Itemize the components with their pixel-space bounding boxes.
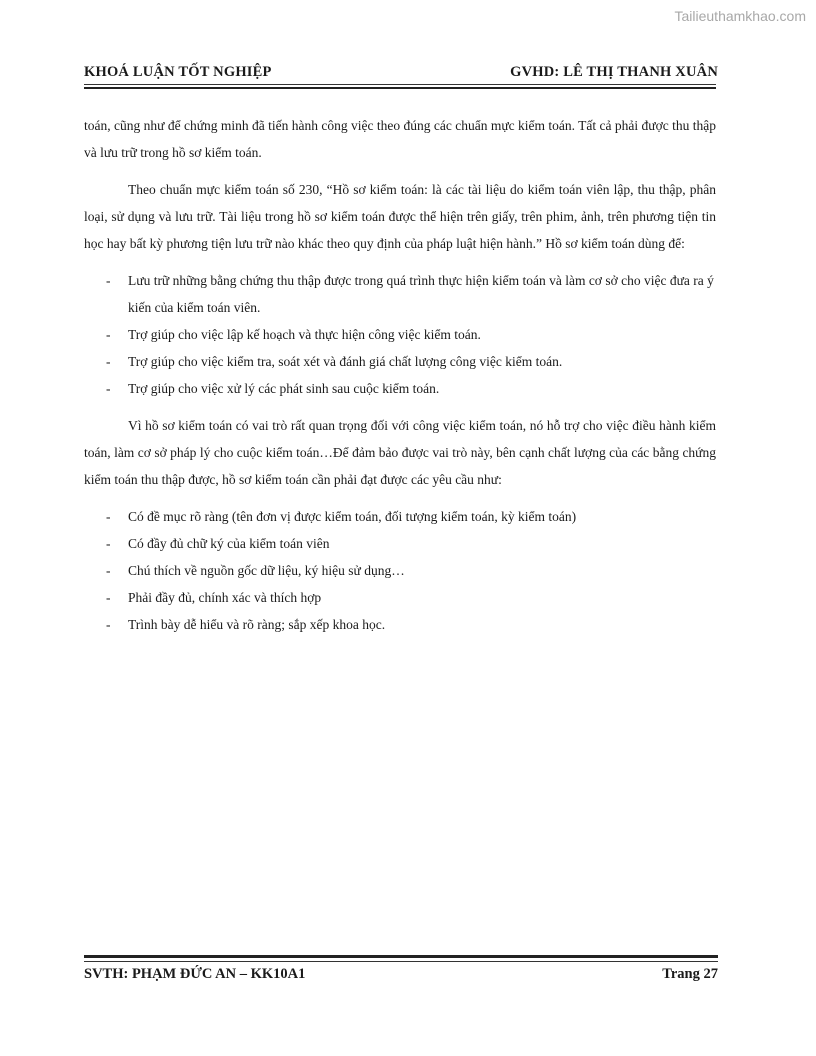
dash-bullet: - bbox=[106, 273, 111, 288]
page-number: Trang 27 bbox=[662, 966, 718, 982]
dash-bullet: - bbox=[106, 327, 111, 342]
header-divider-thick bbox=[84, 87, 716, 89]
page-header bbox=[84, 64, 718, 81]
dash-bullet: - bbox=[106, 381, 111, 396]
purpose-list bbox=[84, 267, 716, 402]
requirements-list bbox=[84, 503, 716, 638]
dash-bullet: - bbox=[106, 509, 111, 524]
list-item: - Phải đầy đủ, chính xác và thích hợp bbox=[84, 584, 716, 611]
dash-bullet: - bbox=[106, 536, 111, 551]
list-item: - Trợ giúp cho việc kiểm tra, soát xét và đánh giá chất lượng công việc kiểm toán. bbox=[84, 348, 716, 375]
dash-bullet: - bbox=[106, 563, 111, 578]
list-item: - Trợ giúp cho việc xử lý các phát sinh sau cuộc kiểm toán. bbox=[84, 375, 716, 402]
list-item: - Trợ giúp cho việc lập kế hoạch và thực hiện công việc kiểm toán. bbox=[84, 321, 716, 348]
list-item: - Lưu trữ những bằng chứng thu thập được trong quá trình thực hiện kiểm toán và làm cơ sở cho việc đưa ra ý kiến của kiểm toán viên. bbox=[84, 267, 716, 321]
page-body bbox=[84, 112, 716, 638]
dash-bullet: - bbox=[106, 590, 111, 605]
dash-bullet: - bbox=[106, 354, 111, 369]
header-thesis-title: KHOÁ LUẬN TỐT NGHIỆP bbox=[84, 64, 272, 80]
dash-bullet: - bbox=[106, 617, 111, 632]
header-supervisor: GVHD: LÊ THỊ THANH XUÂN bbox=[510, 64, 718, 80]
page-footer bbox=[84, 966, 718, 983]
footer-divider-thick bbox=[84, 955, 718, 958]
paragraph-requirements: Vì hồ sơ kiểm toán có vai trò rất quan trọng đối với công việc kiểm toán, nó hỗ trợ cho việc điều hành kiểm toán, làm cơ sở pháp lý cho cuộc kiểm toán…Để đảm bảo được vai trò này, bên cạnh chất lượng của các bằng chứng kiểm toán thu thập được, hồ sơ kiểm toán cần phải đạt được các yêu cầu như: bbox=[84, 418, 716, 487]
list-item: - Có đầy đủ chữ ký của kiểm toán viên bbox=[84, 530, 716, 557]
list-item: - Có đề mục rõ ràng (tên đơn vị được kiểm toán, đối tượng kiểm toán, kỳ kiểm toán) bbox=[84, 503, 716, 530]
paragraph-continuation: toán, cũng như để chứng minh đã tiến hành công việc theo đúng các chuẩn mực kiểm toán. Tất cả phải được thu thập và lưu trữ trong hồ sơ kiểm toán. bbox=[84, 118, 716, 160]
paragraph-definition: Theo chuẩn mực kiểm toán số 230, “Hồ sơ kiểm toán: là các tài liệu do kiểm toán viên lập, thu thập, phân loại, sử dụng và lưu trữ. Tài liệu trong hồ sơ kiểm toán được thể hiện trên giấy, trên phim, ảnh, trên phương tiện tin học hay bất kỳ phương tiện lưu trữ nào khác theo quy định của pháp luật hiện hành.” Hồ sơ kiểm toán dùng để: bbox=[84, 182, 716, 251]
watermark-text: Tailieuthamkhao.com bbox=[674, 8, 806, 24]
list-item: - Chú thích về nguồn gốc dữ liệu, ký hiệu sử dụng… bbox=[84, 557, 716, 584]
footer-student: SVTH: PHẠM ĐỨC AN – KK10A1 bbox=[84, 966, 306, 982]
list-item: - Trình bày dễ hiểu và rõ ràng; sắp xếp khoa học. bbox=[84, 611, 716, 638]
footer-divider-thin bbox=[84, 961, 718, 962]
header-divider-thin bbox=[84, 84, 716, 85]
